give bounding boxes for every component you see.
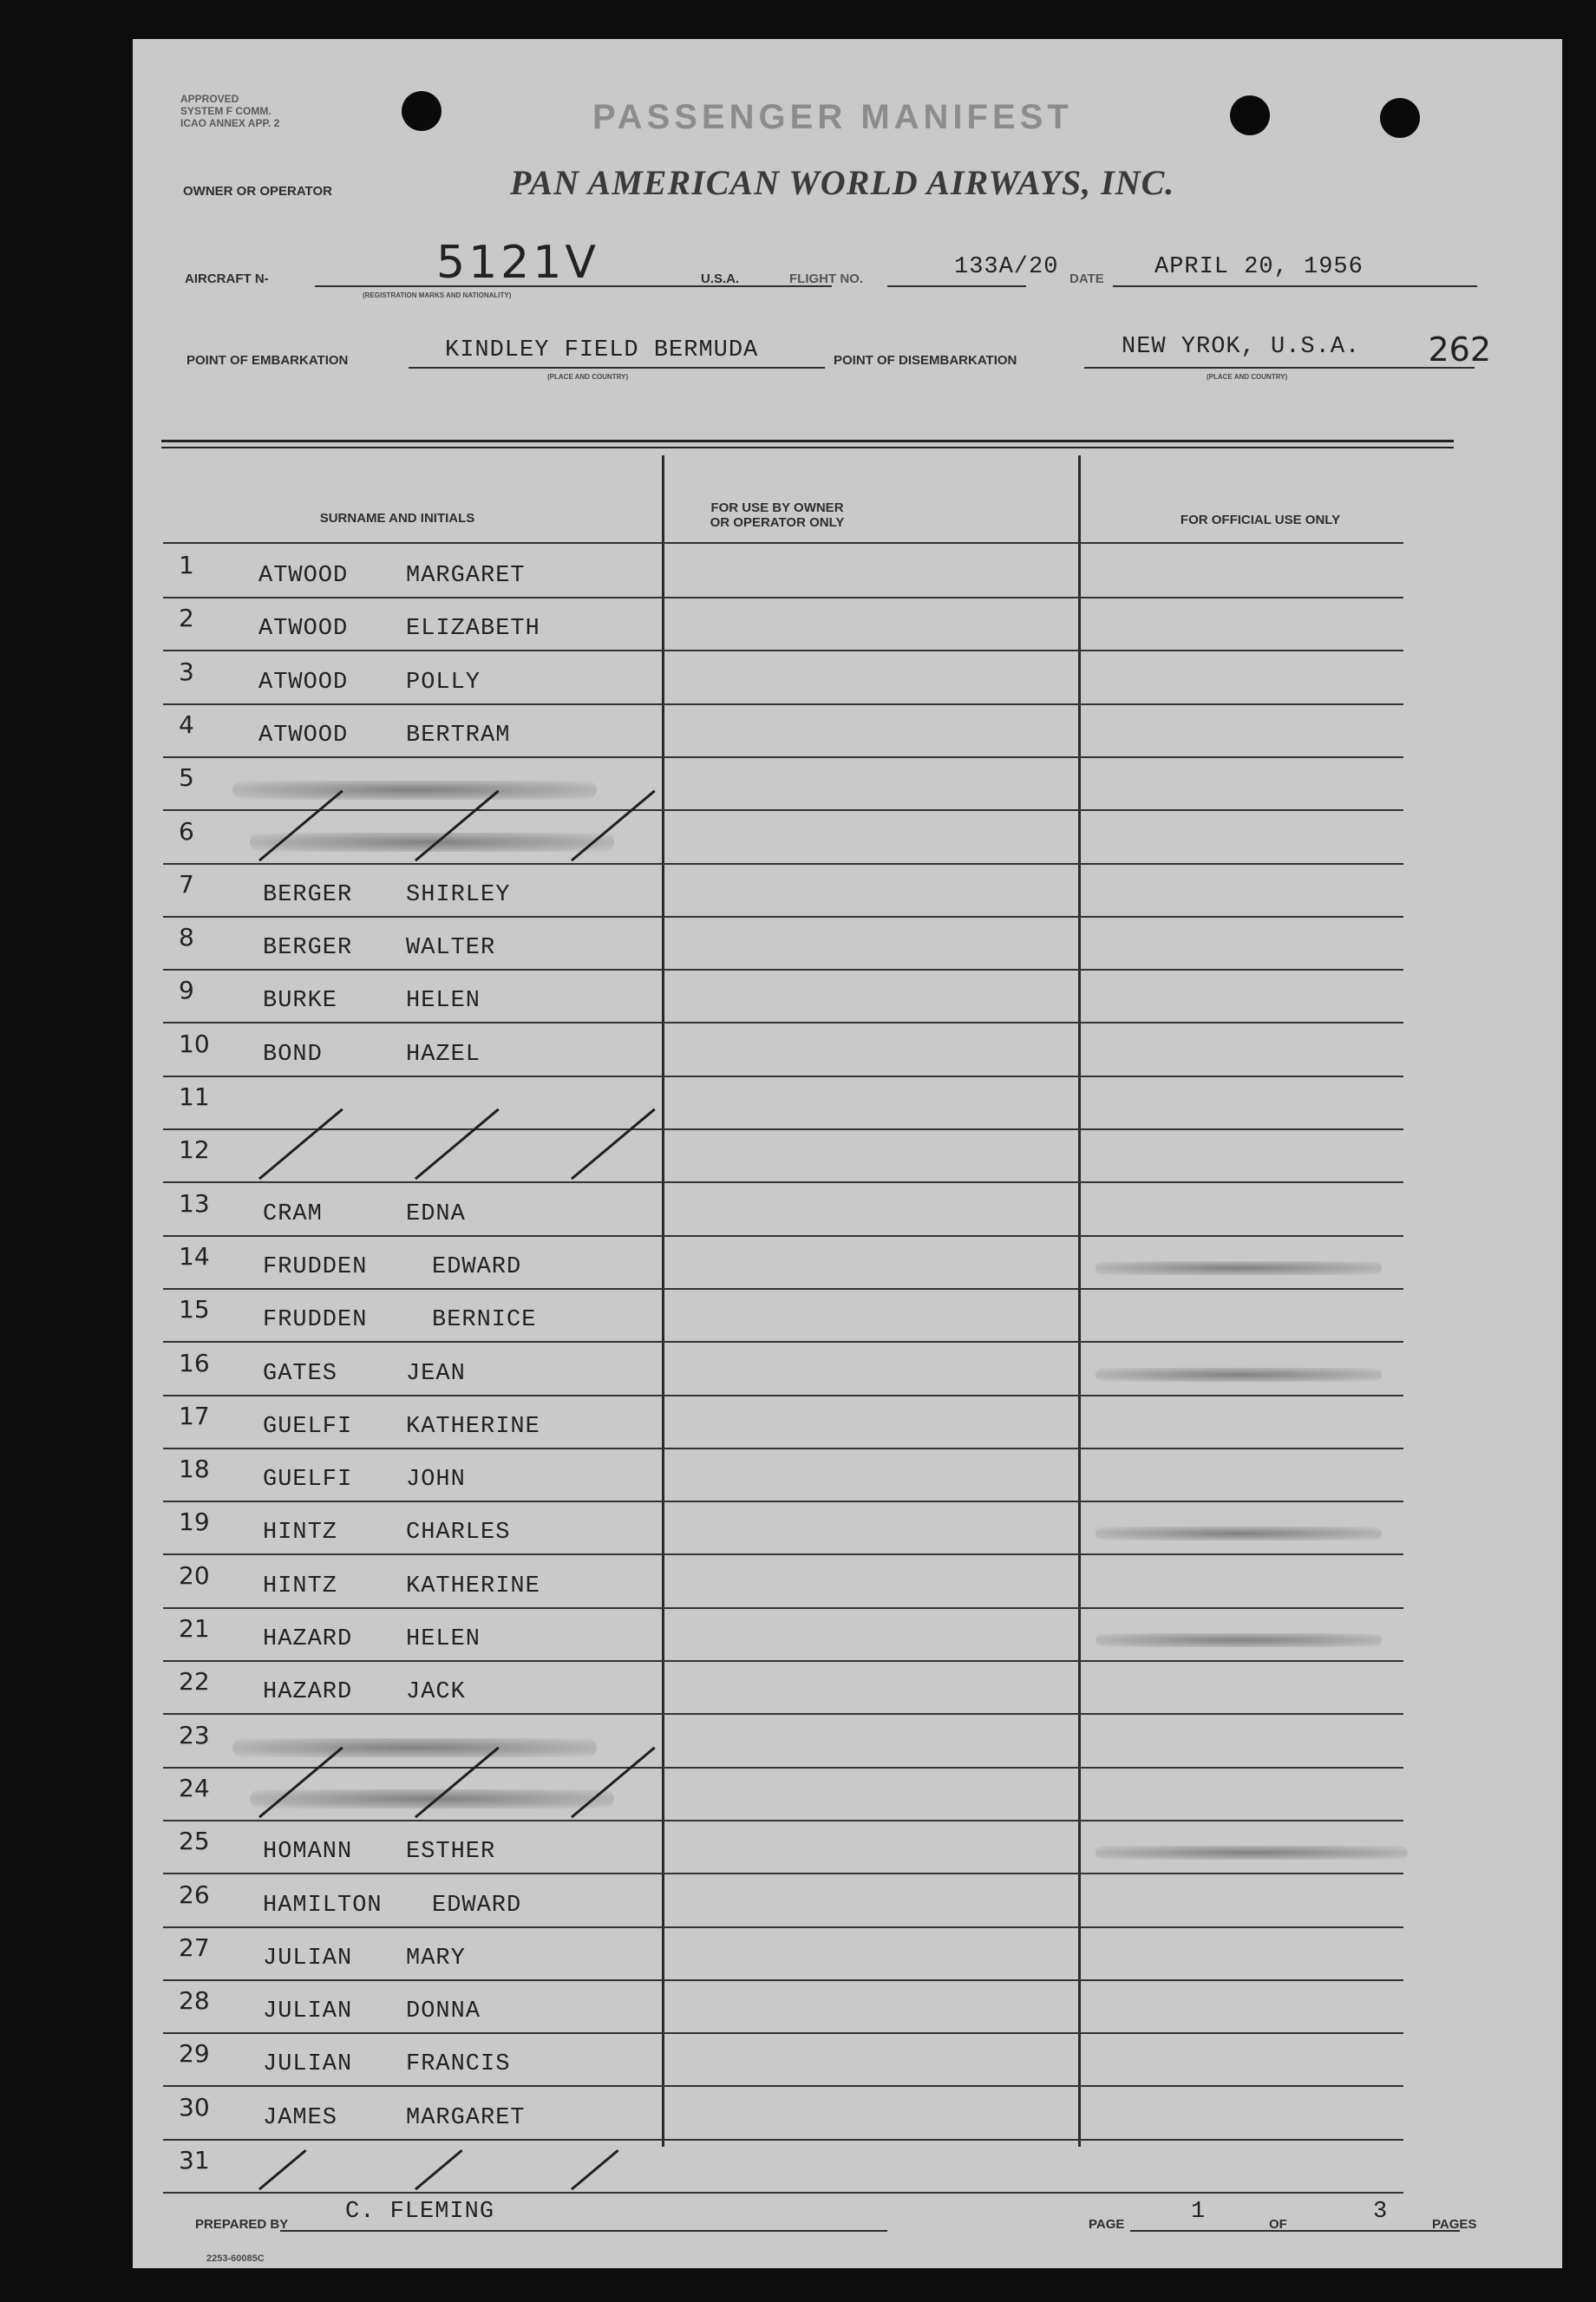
passenger-given-name: WALTER	[406, 935, 496, 962]
approval-line: SYSTEM F COMM.	[180, 105, 271, 117]
usa-label: U.S.A.	[701, 271, 740, 286]
date-underline	[1113, 285, 1477, 287]
table-row	[163, 971, 1421, 1023]
passenger-surname: GUELFI	[263, 1413, 353, 1440]
official-smudge	[1096, 1261, 1382, 1275]
embark-underline	[409, 367, 825, 369]
passenger-given-name: EDNA	[406, 1200, 466, 1227]
flight-underline	[887, 285, 1026, 287]
passenger-table	[163, 440, 1421, 2209]
table-row	[163, 1502, 1421, 1555]
margin-number: 262	[1428, 330, 1491, 369]
prepared-by: C. FLEMING	[345, 2199, 495, 2225]
official-smudge	[1096, 1846, 1408, 1860]
table-row	[163, 812, 1421, 865]
passenger-surname: HINTZ	[263, 1520, 338, 1547]
table-row	[163, 1556, 1421, 1609]
prepared-underline	[280, 2230, 887, 2232]
passenger-given-name: MARGARET	[406, 563, 526, 589]
table-row	[163, 546, 1421, 598]
passenger-given-name: ESTHER	[406, 1839, 496, 1866]
manifest-sheet	[133, 39, 1562, 2268]
flight-date: APRIL 20, 1956	[1154, 254, 1364, 280]
table-row	[163, 865, 1421, 918]
row-number: 5	[179, 763, 194, 793]
page-title: PASSENGER MANIFEST	[592, 98, 1073, 136]
passenger-given-name: FRANCIS	[406, 2051, 511, 2078]
passenger-given-name: HELEN	[406, 988, 481, 1015]
table-row	[163, 2088, 1421, 2141]
passenger-surname: ATWOOD	[258, 669, 349, 696]
passenger-surname: FRUDDEN	[263, 1253, 368, 1280]
of-label: OF	[1269, 2217, 1287, 2232]
page-label: PAGE	[1089, 2217, 1125, 2232]
passenger-given-name: BERTRAM	[406, 722, 511, 749]
passenger-given-name: DONNA	[406, 1998, 481, 2025]
table-row	[163, 1449, 1421, 1502]
passenger-surname: HAZARD	[263, 1679, 353, 1706]
pages-label: PAGES	[1432, 2217, 1477, 2232]
row-number: 4	[179, 710, 194, 739]
passenger-surname: BERGER	[263, 935, 353, 962]
row-number: 31	[179, 2146, 210, 2174]
row-rule	[163, 2192, 1403, 2194]
redaction-smudge	[250, 1789, 614, 1808]
flight-number: 133A/20	[954, 254, 1059, 280]
passenger-surname: ATWOOD	[258, 722, 349, 749]
passenger-given-name: JOHN	[406, 1467, 466, 1494]
page-underline	[1130, 2230, 1460, 2232]
flight-label: FLIGHT NO.	[789, 271, 863, 286]
passenger-surname: JULIAN	[263, 1945, 353, 1972]
row-number: 8	[179, 923, 194, 952]
date-label: DATE	[1069, 271, 1104, 286]
row-number: 30	[179, 2092, 210, 2122]
approval-stamp	[180, 93, 279, 129]
approval-line: APPROVED	[180, 93, 239, 105]
row-number: 6	[179, 816, 194, 846]
table-row	[163, 1928, 1421, 1981]
row-number: 23	[179, 1720, 210, 1749]
disembark-label: POINT OF DISEMBARKATION	[834, 353, 1017, 368]
row-number: 18	[179, 1455, 210, 1484]
passenger-given-name: JACK	[406, 1679, 466, 1706]
table-row	[163, 918, 1421, 971]
passenger-surname: HOMANN	[263, 1839, 353, 1866]
row-number: 3	[179, 657, 194, 686]
page-number: 1	[1191, 2199, 1207, 2225]
passenger-surname: JULIAN	[263, 1998, 353, 2025]
passenger-given-name: HAZEL	[406, 1041, 481, 1068]
redaction-smudge	[232, 1738, 597, 1757]
row-number: 15	[179, 1295, 210, 1324]
table-row	[163, 1396, 1421, 1449]
passenger-surname: JAMES	[263, 2104, 338, 2131]
row-number: 28	[179, 1986, 210, 2016]
disembark-point: NEW YROK, U.S.A.	[1122, 334, 1361, 360]
table-row	[163, 1662, 1421, 1715]
table-row	[163, 1130, 1421, 1183]
passenger-given-name: EDWARD	[432, 1892, 522, 1919]
row-number: 1	[179, 551, 194, 579]
passenger-given-name: CHARLES	[406, 1520, 511, 1547]
row-number: 11	[179, 1082, 210, 1111]
passenger-surname: BERGER	[263, 881, 353, 908]
passenger-given-name: POLLY	[406, 669, 481, 696]
table-row	[163, 2034, 1421, 2087]
row-number: 12	[179, 1135, 210, 1165]
official-smudge	[1096, 1527, 1382, 1540]
table-row	[163, 758, 1421, 811]
table-row	[163, 1769, 1421, 1821]
punch-hole-icon	[1380, 98, 1420, 138]
table-row	[163, 598, 1421, 651]
passenger-surname: GUELFI	[263, 1467, 353, 1494]
table-row	[163, 1344, 1421, 1396]
strike-slash	[258, 2149, 307, 2190]
row-number: 9	[179, 976, 194, 1005]
table-row	[163, 705, 1421, 758]
table-row	[163, 1716, 1421, 1769]
operator-name: PAN AMERICAN WORLD AIRWAYS, INC.	[510, 163, 1175, 202]
table-row	[163, 1981, 1421, 2034]
passenger-given-name: BERNICE	[432, 1307, 537, 1334]
embark-label: POINT OF EMBARKATION	[186, 353, 349, 368]
table-row	[163, 1237, 1421, 1290]
col-header-official: FOR OFFICIAL USE ONLY	[1180, 513, 1341, 527]
table-row	[163, 1077, 1421, 1130]
row-number: 19	[179, 1507, 210, 1537]
passenger-given-name: MARY	[406, 1945, 466, 1972]
owner-label: OWNER OR OPERATOR	[183, 184, 332, 199]
official-smudge	[1096, 1368, 1382, 1382]
table-row	[163, 2141, 1421, 2194]
prepared-label: PREPARED BY	[195, 2217, 289, 2232]
table-row	[163, 652, 1421, 705]
embark-sublabel: (PLACE AND COUNTRY)	[547, 373, 629, 381]
table-row	[163, 1024, 1421, 1077]
passenger-given-name: EDWARD	[432, 1253, 522, 1280]
passenger-given-name: JEAN	[406, 1360, 466, 1387]
row-number: 27	[179, 1933, 210, 1962]
passenger-surname: BOND	[263, 1041, 323, 1068]
passenger-surname: HAZARD	[263, 1626, 353, 1652]
aircraft-number: 5121V	[436, 237, 599, 289]
row-number: 16	[179, 1348, 210, 1377]
row-number: 7	[179, 869, 194, 899]
aircraft-sublabel: (REGISTRATION MARKS AND NATIONALITY)	[363, 291, 512, 299]
header-underline	[163, 542, 1403, 544]
approval-line: ICAO ANNEX APP. 2	[180, 117, 280, 129]
redaction-smudge	[232, 781, 597, 800]
row-number: 13	[179, 1188, 210, 1218]
aircraft-label: AIRCRAFT N-	[185, 271, 269, 286]
table-row	[163, 1290, 1421, 1343]
strike-slash	[415, 2149, 463, 2190]
table-row	[163, 1184, 1421, 1237]
passenger-given-name: SHIRLEY	[406, 881, 511, 908]
col-header-names: SURNAME AND INITIALS	[319, 511, 475, 526]
punch-hole-icon	[402, 91, 442, 131]
passenger-surname: FRUDDEN	[263, 1307, 368, 1334]
row-number: 10	[179, 1029, 210, 1058]
page-total: 3	[1373, 2199, 1389, 2225]
table-row	[163, 1609, 1421, 1662]
passenger-surname: HINTZ	[263, 1573, 338, 1599]
passenger-given-name: ELIZABETH	[406, 616, 540, 643]
row-number: 25	[179, 1827, 210, 1856]
punch-hole-icon	[1230, 95, 1270, 135]
passenger-surname: ATWOOD	[258, 563, 349, 589]
row-number: 22	[179, 1667, 210, 1697]
passenger-given-name: KATHERINE	[406, 1413, 540, 1440]
official-smudge	[1096, 1633, 1382, 1647]
row-number: 20	[179, 1560, 210, 1590]
row-number: 29	[179, 2039, 210, 2069]
passenger-surname: GATES	[263, 1360, 338, 1387]
row-number: 24	[179, 1773, 210, 1802]
passenger-surname: HAMILTON	[263, 1892, 383, 1919]
row-number: 14	[179, 1241, 210, 1271]
redaction-smudge	[250, 833, 614, 852]
passenger-given-name: KATHERINE	[406, 1573, 540, 1599]
row-number: 26	[179, 1880, 210, 1909]
row-number: 21	[179, 1614, 210, 1643]
passenger-surname: CRAM	[263, 1200, 323, 1227]
disembark-sublabel: (PLACE AND COUNTRY)	[1207, 373, 1288, 381]
table-row	[163, 1821, 1421, 1874]
disembark-underline	[1084, 367, 1475, 369]
strike-slash	[571, 2149, 619, 2190]
passenger-given-name: MARGARET	[406, 2104, 526, 2131]
row-number: 17	[179, 1401, 210, 1430]
passenger-surname: ATWOOD	[258, 616, 349, 643]
row-number: 2	[179, 604, 194, 633]
passenger-surname: BURKE	[263, 988, 338, 1015]
passenger-surname: JULIAN	[263, 2051, 353, 2078]
embark-point: KINDLEY FIELD BERMUDA	[445, 337, 759, 363]
table-row	[163, 1875, 1421, 1928]
col-header-owner: FOR USE BY OWNER OR OPERATOR ONLY	[710, 500, 845, 530]
form-code: 2253-60085C	[206, 2253, 265, 2264]
passenger-given-name: HELEN	[406, 1626, 481, 1652]
